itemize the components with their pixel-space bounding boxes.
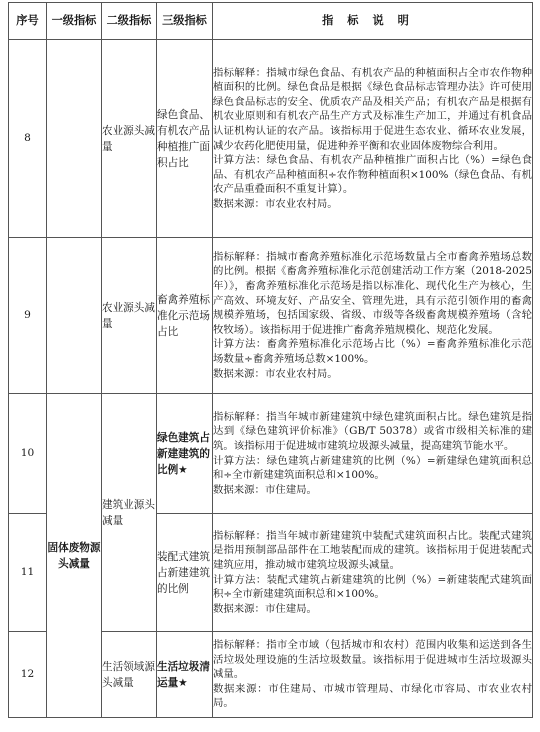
header-no: 序号: [9, 3, 47, 40]
level1-group-cell: 固体废物源头减量: [47, 394, 102, 718]
header-description: 指标说明: [213, 3, 533, 40]
row-number: 8: [9, 40, 47, 238]
description-source: 数据来源：市住建局。: [213, 483, 317, 496]
table-header-row: [9, 3, 533, 40]
table-row: [9, 238, 533, 394]
description-source: 数据来源：市住建局、市城市管理局、市绿化市容局、市农业农村局。: [213, 682, 532, 710]
header-level2: 二级指标: [102, 3, 157, 40]
indicator-table: [8, 2, 533, 718]
description-cell: [213, 632, 533, 718]
level3-cell: 绿色建筑占新建建筑的比例★: [157, 394, 213, 514]
level2-cell: 建筑业源头减量: [102, 394, 157, 632]
level3-cell: 畜禽养殖标准化示范场占比: [157, 238, 213, 394]
description-explanation: 指标解释：指当年城市新建建筑中装配式建筑面积占比。装配式建筑是指用预制部品部件在工地装配而成的建筑。该指标用于促进装配式建筑应用，推动城市建筑垃圾源头减量。: [213, 529, 532, 571]
row-number: 10: [9, 394, 47, 514]
row-number: 12: [9, 632, 47, 718]
level2-cell: 农业源头减量: [102, 238, 157, 394]
level1-cell: [47, 238, 102, 394]
level3-cell: 装配式建筑占新建建筑的比例: [157, 514, 213, 632]
header-level3: 三级指标: [157, 3, 213, 40]
description-cell: [213, 238, 533, 394]
row-number: 11: [9, 514, 47, 632]
description-method: 计算方法：畜禽养殖标准化示范场占比（%）=畜禽养殖标准化示范场数量÷畜禽养殖场总数×100%。: [213, 338, 532, 365]
level2-cell: 生活领域源头减量: [102, 632, 157, 718]
description-cell: [213, 514, 533, 632]
level1-cell: [47, 40, 102, 238]
description-method: 计算方法：绿色建筑占新建建筑的比例（%）=新建绿色建筑面积总和÷全市新建建筑面积总和×100%。: [213, 454, 532, 482]
description-cell: [213, 394, 533, 514]
row-number: 9: [9, 238, 47, 394]
description-explanation: 指标解释：指当年城市新建建筑中绿色建筑面积占比。绿色建筑是指达到《绿色建筑评价标准》（GB/T 50378）或省市级相关标准的建筑。该指标用于促进城市建筑垃圾源头减量，提高建筑节能水平。: [213, 410, 532, 452]
description-source: 数据来源：市住建局。: [213, 602, 317, 615]
level2-cell: 农业源头减量: [102, 40, 157, 238]
description-explanation: 指标解释：指城市畜禽养殖标准化示范场数量占全市畜禽养殖场总数的比例。根据《畜禽养殖标准化示范创建活动工作方案（2018-2025年）》，畜禽养殖标准化示范场是指以标准化、现代化生产为核心，生产高效、环境友好、产品安全、管理先进，具有示范引领作用的畜禽规模养殖场，包括国家级、省级、市级等各级畜禽规模养殖场（含轮牧牧场）。该指标用于促进推广畜禽养殖规模化、规范化发展。: [213, 250, 532, 336]
description-source: 数据来源：市农业农村局。: [213, 367, 338, 380]
description-method: 计算方法：装配式建筑占新建建筑的比例（%）=新建装配式建筑面积÷全市新建建筑面积总和×100%。: [213, 573, 532, 601]
table-row: [9, 394, 533, 514]
level3-cell: 绿色食品、有机农产品种植推广面积占比: [157, 40, 213, 238]
table-row: [9, 40, 533, 238]
description-method: 计算方法：绿色食品、有机农产品种植推广面积占比（%）=绿色食品、有机农产品种植面积÷农作物种植面积×100%（绿色食品、有机农产品重叠面积不重复计算）。: [213, 154, 532, 196]
description-explanation: 指标解释：指市全市域（包括城市和农村）范围内收集和运送到各生活垃圾处理设施的生活垃圾数量。该指标用于促进城市生活垃圾源头减量。: [213, 639, 532, 681]
level3-cell: 生活垃圾清运量★: [157, 632, 213, 718]
description-explanation: 指标解释：指城市绿色食品、有机农产品的种植面积占全市农作物种植面积的比例。绿色食品是根据《绿色食品标志管理办法》许可使用绿色食品标志的安全、优质农产品及相关产品；有机农产品是根据有机农业原则和有机农产品生产方式及标准生产加工，并通过有机食品认证机构认证的农产品。该指标用于促进生态农业、循环农业发展，减少农药化肥使用量，促进种养平衡和农业固体废物综合利用。: [213, 66, 532, 152]
description-source: 数据来源：市农业农村局。: [213, 197, 338, 210]
header-level1: 一级指标: [47, 3, 102, 40]
description-cell: [213, 40, 533, 238]
